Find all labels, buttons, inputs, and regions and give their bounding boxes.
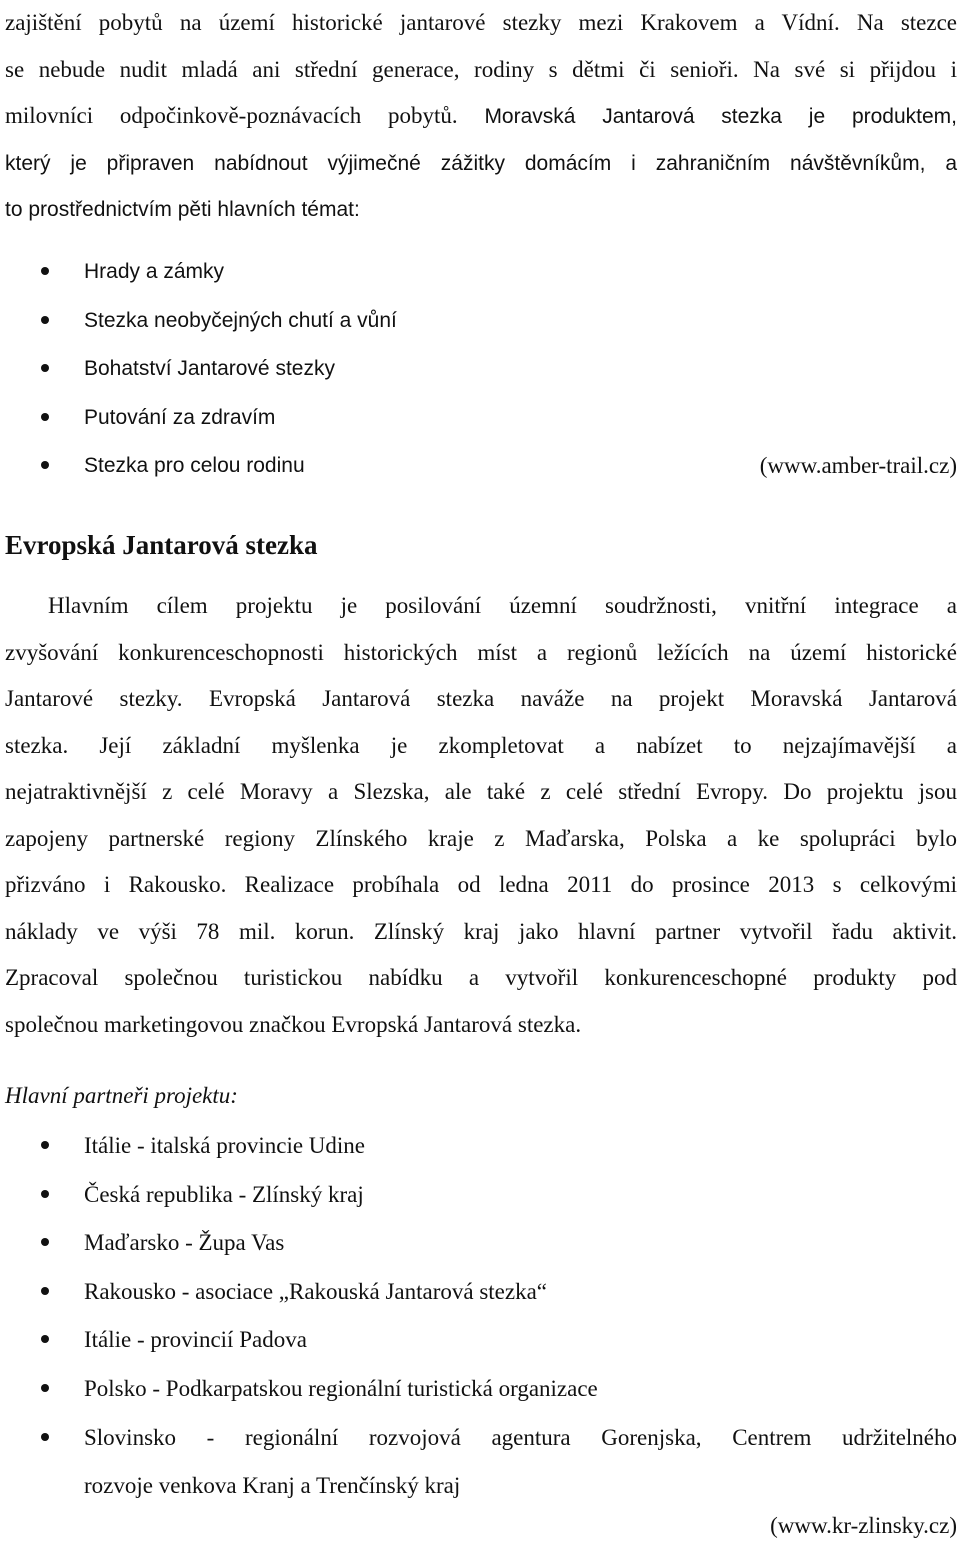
theme-label: Stezka pro celou rodinu (84, 454, 305, 477)
bullet-icon (41, 1433, 49, 1441)
theme-label: Stezka neobyčejných chutí a vůní (84, 308, 397, 332)
paragraph-line: nejatraktivnější z celé Moravy a Slezska, ale také z celé střední Evropy. Do projektu jsou (5, 779, 957, 804)
intro-line-serif: milovníci odpočinkově-poznávacích pobytů. (5, 103, 458, 128)
bullet-icon (41, 1335, 49, 1343)
partner-label-multiline (84, 1414, 957, 1511)
bullet-icon (41, 1190, 49, 1198)
partner-line: Slovinsko - regionální rozvojová agentura Gorenjska, Centrem udržitelného (84, 1424, 957, 1450)
partner-label: Polsko - Podkarpatskou regionální turistická organizace (84, 1375, 598, 1401)
source-citation: (www.kr-zlinsky.cz) (770, 1513, 957, 1538)
paragraph-line: náklady ve výši 78 mil. korun. Zlínský kraj jako hlavní partner vytvořil řadu aktivit. (5, 918, 957, 944)
bullet-icon (41, 316, 49, 324)
partners-list (5, 1122, 957, 1511)
intro-line: se nebude nudit mladá ani střední generace, rodiny s dětmi či senioři. Na své si přijdou i (5, 56, 957, 82)
list-item (5, 1414, 957, 1511)
paragraph-line: stezka. Její základní myšlenka je zkompletovat a nabízet to nejzajímavější a (5, 732, 957, 758)
partner-label: Itálie - provincií Padova (84, 1327, 307, 1353)
paragraph-line: Zpracoval společnou turistickou nabídku a vytvořil konkurenceschopné produkty pod (5, 965, 957, 990)
bullet-icon (41, 1141, 49, 1149)
intro-line: zajištění pobytů na území historické jantarové stezky mezi Krakovem a Vídní. Na stezce (5, 10, 957, 35)
theme-label: Bohatství Jantarové stezky (84, 357, 335, 380)
list-item (5, 345, 957, 394)
bullet-icon (41, 1384, 49, 1392)
theme-label: Hrady a zámky (84, 260, 225, 283)
source-citation: (www.amber-trail.cz) (759, 453, 957, 478)
list-item (5, 1219, 957, 1268)
theme-label: Putování za zdravím (84, 405, 276, 429)
bullet-icon (41, 364, 49, 372)
intro-line-sans: Moravská Jantarová stezka je produktem, (457, 105, 957, 128)
bullet-icon (41, 267, 49, 275)
partner-label: Rakousko - asociace „Rakouská Jantarová stezka“ (84, 1278, 548, 1304)
section-heading: Evropská Jantarová stezka (5, 530, 318, 560)
partner-label: Itálie - italská provincie Udine (84, 1133, 366, 1158)
bullet-icon (41, 461, 49, 469)
intro-line: to prostřednictvím pěti hlavních témat: (5, 198, 360, 221)
list-item (5, 1365, 957, 1414)
intro-paragraph (5, 0, 957, 234)
partner-label: Maďarsko - Župa Vas (84, 1230, 285, 1256)
european-paragraph (5, 583, 957, 1048)
bullet-icon (41, 1287, 49, 1295)
paragraph-line: zapojeny partnerské regiony Zlínského kraje z Maďarska, Polska a ke spolupráci bylo (5, 825, 957, 851)
list-item (5, 1316, 957, 1365)
list-item (5, 1122, 957, 1171)
paragraph-line: Hlavním cílem projektu je posilování územní soudržnosti, vnitřní integrace a (48, 593, 957, 618)
paragraph-line: Jantarové stezky. Evropská Jantarová stezka naváže na projekt Moravská Jantarová (5, 686, 957, 711)
partner-line: rozvoje venkova Kranj a Trenčínský kraj (84, 1473, 461, 1499)
list-item (5, 394, 957, 443)
partners-heading: Hlavní partneři projektu: (5, 1083, 238, 1108)
list-item (5, 1171, 957, 1220)
intro-line: který je připraven nabídnout výjimečné zážitky domácím i zahraničním návštěvníkům, a (5, 151, 957, 175)
themes-list (5, 248, 957, 491)
list-item (5, 1268, 957, 1317)
bullet-icon (41, 1238, 49, 1246)
paragraph-line: zvyšování konkurenceschopnosti historických míst a regionů ležících na území historické (5, 639, 957, 665)
list-item (5, 297, 957, 346)
intro-line (5, 93, 957, 141)
bullet-icon (41, 413, 49, 421)
paragraph-line: společnou marketingovou značkou Evropská Jantarová stezka. (5, 1011, 582, 1037)
list-item (5, 442, 957, 491)
list-item (5, 248, 957, 297)
paragraph-line: přizváno i Rakousko. Realizace probíhala od ledna 2011 do prosince 2013 s celkovými (5, 872, 957, 897)
partner-label: Česká republika - Zlínský kraj (84, 1181, 364, 1207)
